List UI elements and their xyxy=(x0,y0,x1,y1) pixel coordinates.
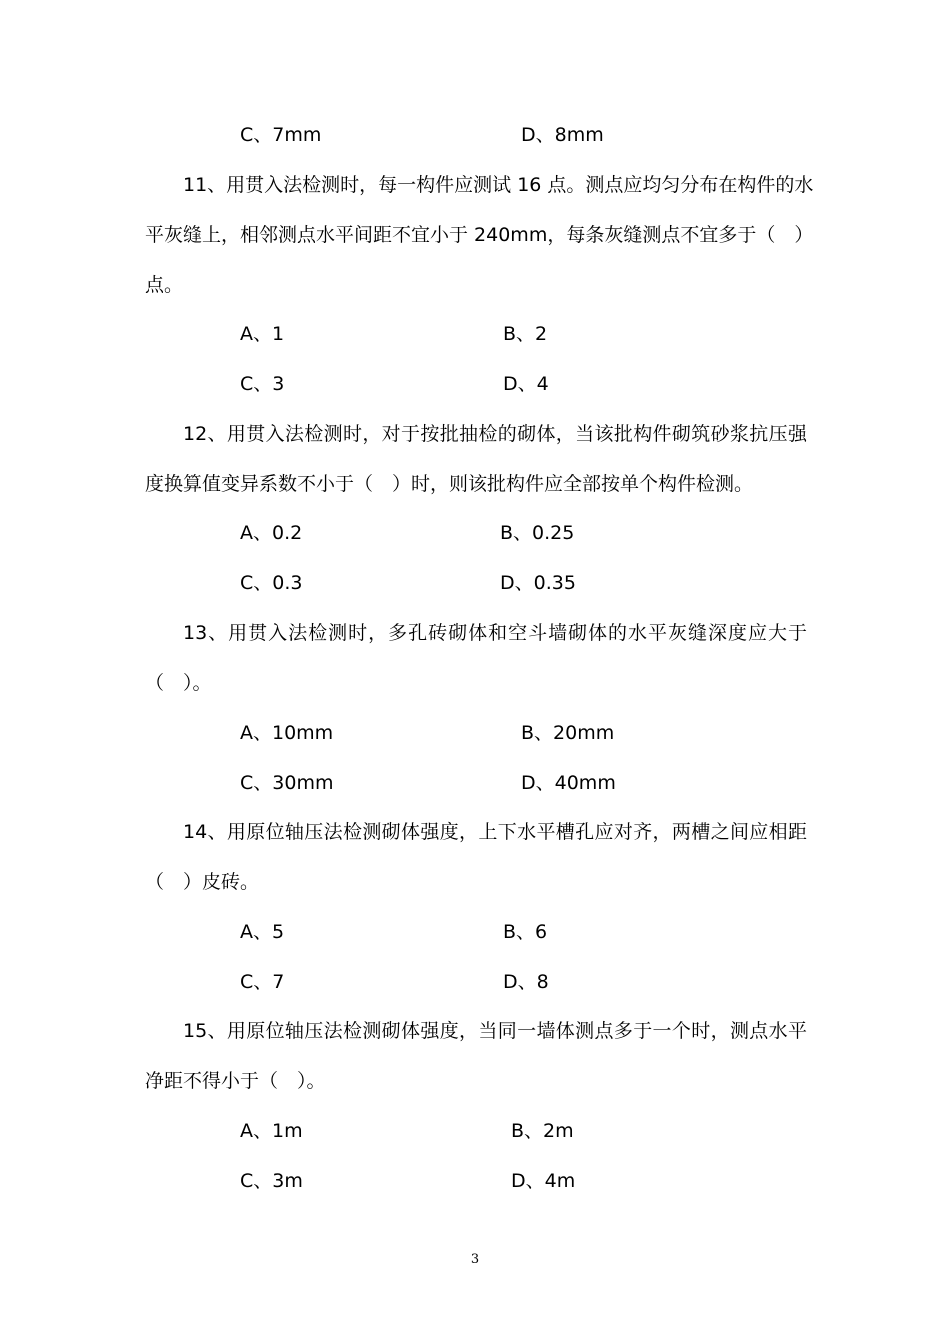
option-c: C、30mm xyxy=(240,772,334,794)
question-text-line: 14、用原位轴压法检测砌体强度，上下水平槽孔应对齐，两槽之间应相距 xyxy=(183,821,807,843)
option-d: D、8 xyxy=(503,971,549,993)
option-d: D、4 xyxy=(503,373,549,395)
option-a: A、10mm xyxy=(240,722,334,744)
option-c: C、0.3 xyxy=(240,572,303,594)
option-a: A、5 xyxy=(240,921,285,943)
question-text-line: 15、用原位轴压法检测砌体强度，当同一墙体测点多于一个时，测点水平 xyxy=(183,1020,807,1042)
option-a: A、0.2 xyxy=(240,522,303,544)
option-b: B、2 xyxy=(503,323,548,345)
option-c: C、7 xyxy=(240,971,285,993)
question-text-line: 度换算值变异系数不小于（ ）时，则该批构件应全部按单个构件检测。 xyxy=(145,473,754,495)
option-d: D、0.35 xyxy=(500,572,576,594)
option-d: D、8mm xyxy=(521,124,604,146)
option-b: B、6 xyxy=(503,921,548,943)
option-a: A、1 xyxy=(240,323,285,345)
question-text-line: 12、用贯入法检测时，对于按批抽检的砌体，当该批构件砌筑砂浆抗压强 xyxy=(183,423,807,445)
question-text-line: （ ）皮砖。 xyxy=(145,871,260,893)
option-c: C、3 xyxy=(240,373,285,395)
option-b: B、20mm xyxy=(521,722,615,744)
option-b: B、0.25 xyxy=(500,522,575,544)
option-b: B、2m xyxy=(511,1120,574,1142)
option-c: C、3m xyxy=(240,1170,303,1192)
option-d: D、4m xyxy=(511,1170,576,1192)
question-text-line: 11、用贯入法检测时，每一构件应测试 16 点。测点应均匀分布在构件的水 xyxy=(183,174,814,196)
question-text-line: 平灰缝上，相邻测点水平间距不宜小于 240mm，每条灰缝测点不宜多于（ ） xyxy=(145,224,814,246)
question-text-line: 点。 xyxy=(145,274,184,296)
page-number: 3 xyxy=(470,1252,480,1267)
option-d: D、40mm xyxy=(521,772,616,794)
question-text-line: 13、用贯入法检测时，多孔砖砌体和空斗墙砌体的水平灰缝深度应大于 xyxy=(183,622,807,644)
option-a: A、1m xyxy=(240,1120,303,1142)
option-c: C、7mm xyxy=(240,124,322,146)
question-text-line: 净距不得小于（ ）。 xyxy=(145,1070,326,1092)
question-text-line: （ ）。 xyxy=(145,672,212,694)
